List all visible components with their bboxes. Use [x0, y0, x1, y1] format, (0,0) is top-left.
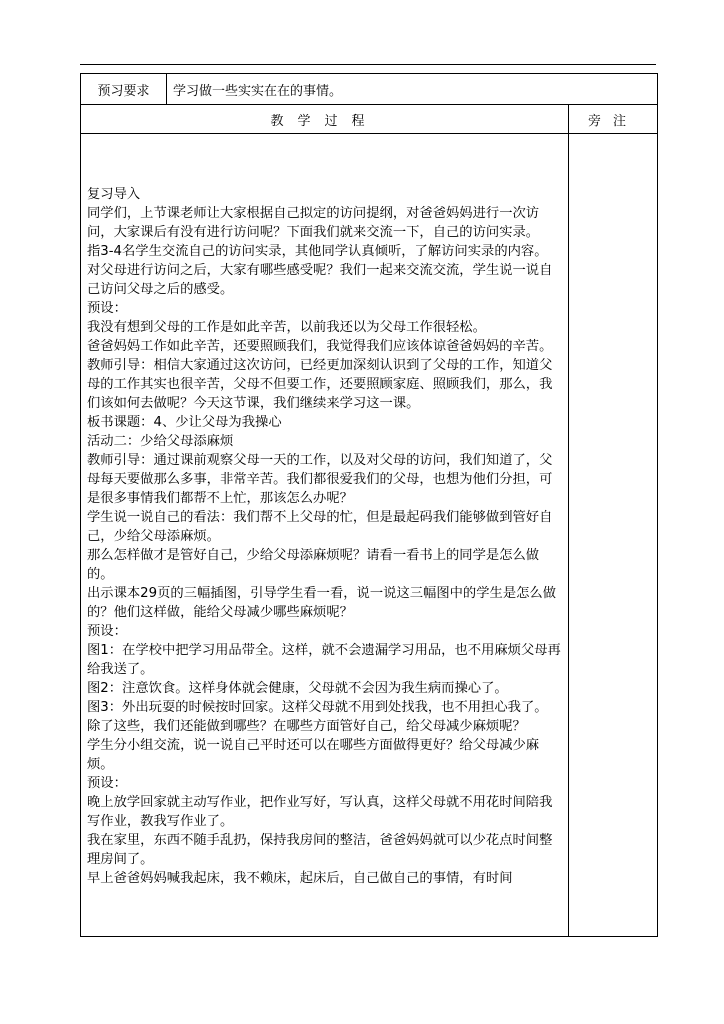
- paragraph: 对父母进行访问之后，大家有哪些感受呢？我们一起来交流交流，学生说一说自己访问父母之后的感受。: [87, 262, 553, 297]
- paragraph: 我没有想到父母的工作是如此辛苦，以前我还以为父母工作很轻松。: [87, 319, 486, 335]
- paragraph: 预设：: [87, 623, 127, 639]
- paragraph: 我在家里，东西不随手乱扔，保持我房间的整洁，爸爸妈妈就可以少花点时间整理房间了。: [87, 832, 553, 867]
- paragraph: 出示课本29页的三幅插图，引导学生看一看，说一说这三幅图中的学生是怎么做的？他们这样做，能给父母减少哪些麻烦呢？: [87, 585, 557, 620]
- paragraph: 早上爸爸妈妈喊我起床，我不赖床，起床后，自己做自己的事情，有时间: [87, 870, 513, 886]
- paragraph: 图3：外出玩耍的时候按时回家。这样父母就不用到处找我，也不用担心我了。: [87, 699, 548, 715]
- paragraph: 学生分小组交流，说一说自己平时还可以在哪些方面做得更好？给父母减少麻烦。: [87, 737, 540, 772]
- paragraph: 图1：在学校中把学习用品带全。这样，就不会遗漏学习用品，也不用麻烦父母再给我送了。: [87, 642, 561, 677]
- paragraph: 活动二：少给父母添麻烦: [87, 433, 234, 449]
- paragraph: 预设：: [87, 300, 127, 316]
- section-heading: 复习导入: [87, 186, 141, 202]
- paragraph: 那么怎样做才是管好自己，少给父母添麻烦呢？请看一看书上的同学是怎么做的。: [87, 547, 540, 582]
- process-heading: 教学过程: [81, 105, 569, 134]
- process-content: [81, 134, 569, 937]
- paragraph: 学生说一说自己的看法：我们帮不上父母的忙，但是最起码我们能够做到管好自己，少给父母添麻烦。: [87, 509, 553, 544]
- paragraph: 除了这些，我们还能做到哪些？在哪些方面管好自己，给父母减少麻烦呢？: [87, 718, 526, 734]
- paragraph: 板书课题：4、少让父母为我操心: [87, 414, 282, 430]
- paragraph: 教师引导：通过课前观察父母一天的工作，以及对父母的访问，我们知道了，父母每天要做那么多事，非常辛苦。我们都很爱我们的父母，也想为他们分担，可是很多事情我们都帮不上忙，那该怎么办呢？: [87, 452, 553, 506]
- paragraph: 图2：注意饮食。这样身体就会健康，父母就不会因为我生病而操心了。: [87, 680, 508, 696]
- body-row: [81, 134, 658, 937]
- paragraph: 教师引导：相信大家通过这次访问，已经更加深刻认识到了父母的工作，知道父母的工作其实也很辛苦，父母不但要工作，还要照顾家庭、照顾我们，那么，我们该如何去做呢？今天这节课，我们继续来学习这一课。: [87, 357, 553, 411]
- note-heading: 旁注: [569, 105, 658, 134]
- paragraph: 预设：: [87, 775, 127, 791]
- note-column: [569, 134, 658, 937]
- paragraph: 指3-4名学生交流自己的访问实录，其他同学认真倾听，了解访问实录的内容。: [87, 243, 548, 259]
- paragraph: 爸爸妈妈工作如此辛苦，还要照顾我们，我觉得我们应该体谅爸爸妈妈的辛苦。: [87, 338, 553, 354]
- requirement-text: 学习做一些实实在在的事情。: [167, 74, 658, 105]
- requirement-label: 预习要求: [81, 74, 167, 105]
- paragraph: 晚上放学回家就主动写作业，把作业写好，写认真，这样父母就不用花时间陪我写作业，教我写作业了。: [87, 794, 553, 829]
- header-row: [81, 105, 658, 134]
- paragraph: 同学们，上节课老师让大家根据自己拟定的访问提纲，对爸爸妈妈进行一次访问，大家课后有没有进行访问呢？下面我们就来交流一下，自己的访问实录。: [87, 205, 540, 240]
- lesson-plan-table: [80, 73, 658, 937]
- requirement-row: [81, 74, 658, 105]
- header-rule: [80, 64, 656, 65]
